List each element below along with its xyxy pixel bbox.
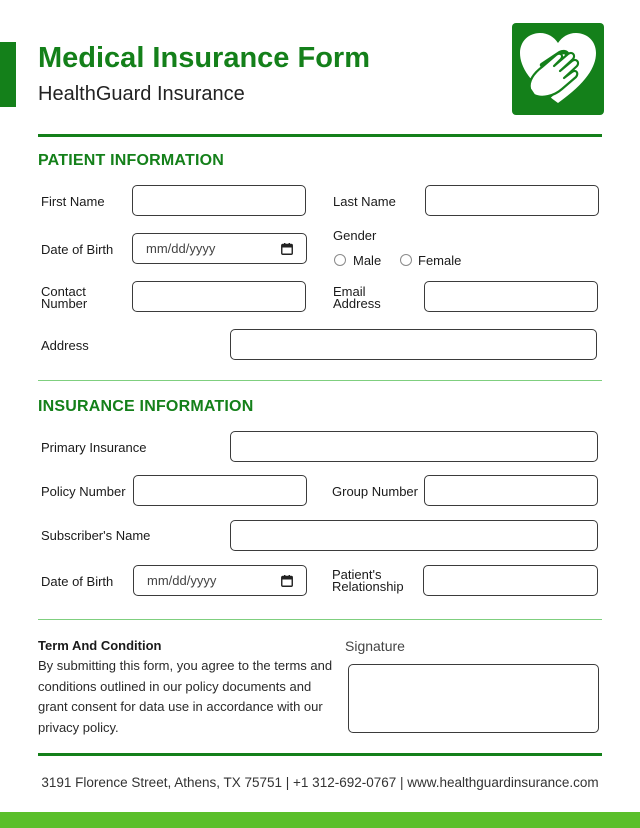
terms-body: By submitting this form, you agree to the terms and conditions outlined in our policy documents and grant consent for data use in accordance with our privacy policy. xyxy=(38,658,333,735)
email-label-line2: Address xyxy=(333,296,381,311)
insurance-dob-label: Date of Birth xyxy=(41,574,114,589)
footer-divider xyxy=(38,753,602,756)
company-name: HealthGuard Insurance xyxy=(38,83,245,105)
relationship-label-line1: Patient's xyxy=(332,567,382,582)
first-name-input[interactable] xyxy=(132,185,306,216)
gender-female-label: Female xyxy=(418,253,462,268)
last-name-label: Last Name xyxy=(333,194,396,209)
relationship-label-line2: Relationship xyxy=(332,579,404,594)
company-logo xyxy=(512,23,604,115)
insurance-dob-date-input[interactable] xyxy=(133,565,307,596)
last-name-input[interactable] xyxy=(425,185,599,216)
section-divider xyxy=(38,380,602,381)
email-label-line1: Email xyxy=(333,284,366,299)
subscriber-name-input[interactable] xyxy=(230,520,598,551)
policy-number-label: Policy Number xyxy=(41,484,126,499)
terms-title: Term And Condition xyxy=(38,638,162,653)
footer-contact-info: 3191 Florence Street, Athens, TX 75751 | +1 312-692-0767 | www.healthguardinsurance.com xyxy=(41,775,599,790)
footer-bar xyxy=(0,812,640,828)
insurance-section-title: INSURANCE INFORMATION xyxy=(38,398,254,415)
signature-label: Signature xyxy=(345,638,405,654)
email-address-label xyxy=(333,286,381,310)
gender-male-radio[interactable] xyxy=(334,254,346,266)
contact-number-label xyxy=(41,286,87,310)
gender-male-label: Male xyxy=(353,253,382,268)
heart-hand-icon xyxy=(512,23,604,115)
primary-insurance-input[interactable] xyxy=(230,431,598,462)
calendar-icon[interactable] xyxy=(281,575,293,587)
dob-label: Date of Birth xyxy=(41,242,114,257)
form-title: Medical Insurance Form xyxy=(38,42,370,74)
patient-relationship-label xyxy=(332,569,404,593)
dob-date-input[interactable] xyxy=(132,233,307,264)
gender-female-radio[interactable] xyxy=(400,254,412,266)
section-divider xyxy=(38,619,602,620)
patient-relationship-input[interactable] xyxy=(423,565,598,596)
contact-number-input[interactable] xyxy=(132,281,306,312)
header-divider xyxy=(38,134,602,137)
policy-number-input[interactable] xyxy=(133,475,307,506)
address-input[interactable] xyxy=(230,329,597,360)
calendar-icon[interactable] xyxy=(281,243,293,255)
group-number-input[interactable] xyxy=(424,475,598,506)
signature-box[interactable] xyxy=(348,664,599,733)
left-accent-bar xyxy=(0,42,16,107)
insurance-dob-placeholder: mm/dd/yyyy xyxy=(147,573,217,588)
gender-label: Gender xyxy=(333,228,377,243)
address-label: Address xyxy=(41,338,89,353)
subscriber-name-label: Subscriber's Name xyxy=(41,528,151,543)
contact-label-line2: Number xyxy=(41,296,88,311)
dob-placeholder: mm/dd/yyyy xyxy=(146,241,216,256)
primary-insurance-label: Primary Insurance xyxy=(41,440,147,455)
group-number-label: Group Number xyxy=(332,484,418,499)
patient-section-title: PATIENT INFORMATION xyxy=(38,152,225,169)
email-address-input[interactable] xyxy=(424,281,598,312)
first-name-label: First Name xyxy=(41,194,105,209)
contact-label-line1: Contact xyxy=(41,284,86,299)
